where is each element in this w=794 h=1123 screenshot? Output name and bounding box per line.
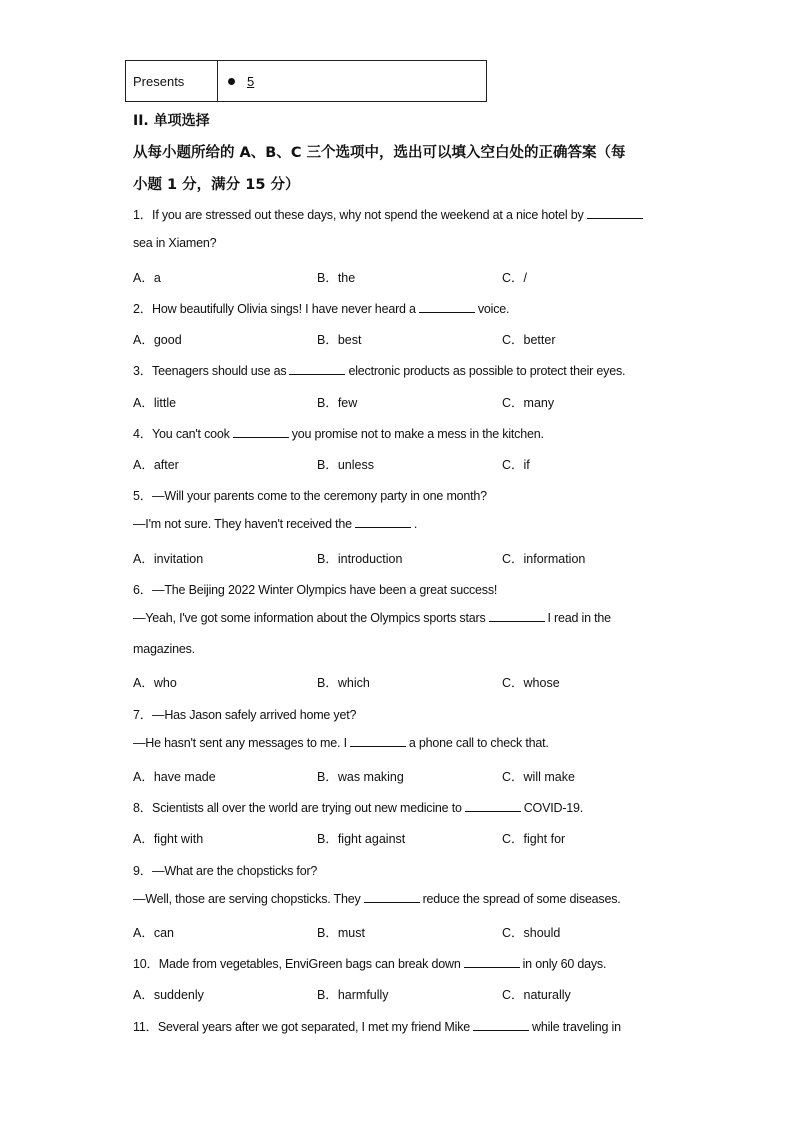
q5-option-c: C．information <box>502 552 586 566</box>
answer-blank <box>489 611 545 622</box>
q9-option-c: C．should <box>502 926 561 940</box>
q2-option-c: C．better <box>502 333 556 347</box>
question-9: 9．—What are the chopsticks for? <box>133 864 318 878</box>
question-3: 3．Teenagers should use as electronic products as possible to protect their eyes. <box>133 364 626 378</box>
q1-option-c: C．/ <box>502 271 528 285</box>
q2-option-b: B．best <box>317 333 362 347</box>
q9-option-b: B．must <box>317 926 365 940</box>
q7-option-a: A．have made <box>133 770 216 784</box>
answer-blank <box>465 801 521 812</box>
instruction-line-2: 小题 1 分，满分 15 分） <box>133 177 300 193</box>
q8-option-b: B．fight against <box>317 832 406 846</box>
question-9-reply: —Well, those are serving chopsticks. They reduce the spread of some diseases. <box>133 892 621 906</box>
question-8: 8．Scientists all over the world are trying out new medicine to COVID-19. <box>133 801 584 815</box>
question-11: 11．Several years after we got separated, I met my friend Mike while traveling in <box>133 1020 621 1034</box>
q6-option-b: B．which <box>317 676 370 690</box>
q2-option-a: A．good <box>133 333 182 347</box>
q4-option-b: B．unless <box>317 458 374 472</box>
answer-blank <box>364 892 420 903</box>
q6-option-c: C．whose <box>502 676 560 690</box>
table-value-cell <box>218 61 486 101</box>
q10-option-c: C．naturally <box>502 988 571 1002</box>
q5-option-b: B．introduction <box>317 552 403 566</box>
answer-blank <box>587 208 643 219</box>
question-6-cont: magazines. <box>133 642 195 656</box>
question-2: 2．How beautifully Olivia sings! I have never heard a voice. <box>133 302 510 316</box>
presents-table <box>125 60 487 102</box>
answer-blank <box>289 364 345 375</box>
question-4: 4．You can't cook you promise not to make a mess in the kitchen. <box>133 427 544 441</box>
answer-blank <box>350 736 406 747</box>
q1-option-a: A．a <box>133 271 161 285</box>
q7-option-b: B．was making <box>317 770 404 784</box>
question-5: 5．—Will your parents come to the ceremony party in one month? <box>133 489 487 503</box>
q3-option-b: B．few <box>317 396 358 410</box>
answer-blank <box>355 517 411 528</box>
q6-option-a: A．who <box>133 676 177 690</box>
section-title: II. 单项选择 <box>133 113 210 129</box>
q5-option-a: A．invitation <box>133 552 204 566</box>
q10-option-b: B．harmfully <box>317 988 389 1002</box>
q8-option-c: C．fight for <box>502 832 566 846</box>
q4-option-a: A．after <box>133 458 179 472</box>
q7-option-c: C．will make <box>502 770 575 784</box>
question-6: 6．—The Beijing 2022 Winter Olympics have been a great success! <box>133 583 498 597</box>
q8-option-a: A．fight with <box>133 832 204 846</box>
question-7-reply: —He hasn't sent any messages to me. I a phone call to check that. <box>133 736 549 750</box>
answer-blank <box>419 302 475 313</box>
answer-blank <box>464 957 520 968</box>
table-value: 5 <box>247 73 255 89</box>
q3-option-a: A．little <box>133 396 177 410</box>
instruction-line-1: 从每小题所给的 A、B、C 三个选项中，选出可以填入空白处的正确答案（每 <box>133 145 626 161</box>
question-1: 1．If you are stressed out these days, why not spend the weekend at a nice hotel by <box>133 205 673 223</box>
table-label-cell: Presents <box>126 61 218 101</box>
q10-option-a: A．suddenly <box>133 988 204 1002</box>
question-6-reply: —Yeah, I've got some information about the Olympics sports stars I read in the <box>133 611 611 625</box>
bullet-icon <box>228 78 235 85</box>
question-7: 7．—Has Jason safely arrived home yet? <box>133 708 357 722</box>
q3-option-c: C．many <box>502 396 555 410</box>
question-1-cont: sea in Xiamen? <box>133 236 217 250</box>
q9-option-a: A．can <box>133 926 174 940</box>
q4-option-c: C．if <box>502 458 530 472</box>
question-5-reply: —I'm not sure. They haven't received the . <box>133 517 418 531</box>
answer-blank <box>233 427 289 438</box>
q1-option-b: B．the <box>317 271 356 285</box>
question-10: 10．Made from vegetables, EnviGreen bags can break down in only 60 days. <box>133 957 607 971</box>
answer-blank <box>473 1020 529 1031</box>
